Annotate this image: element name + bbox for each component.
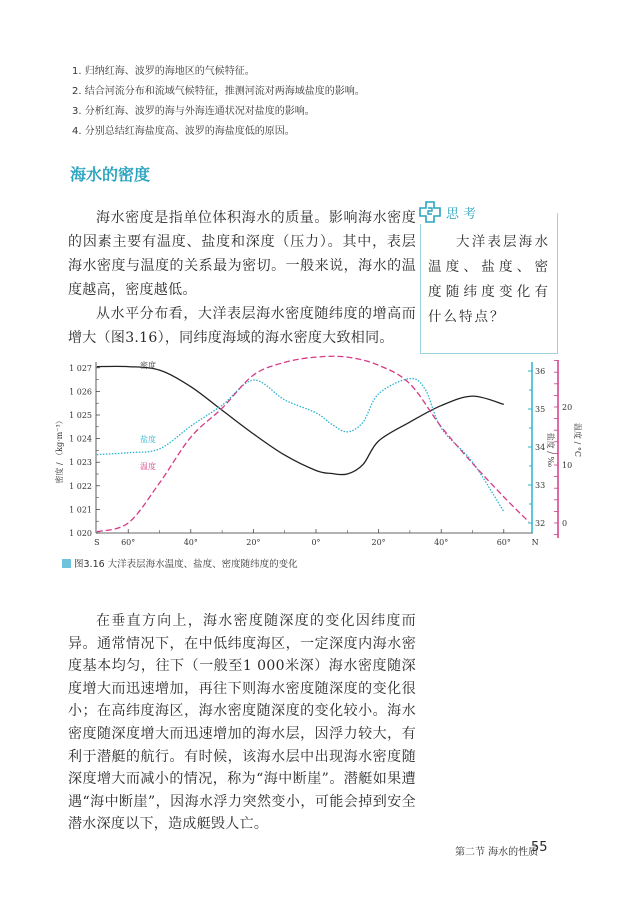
temperature-tick-label: 0 [562,519,568,528]
question-item: 1. 归纳红海、波罗的海地区的气候特征。 [72,66,255,77]
salinity-line [97,379,504,512]
question-list [72,62,365,142]
density-tick-label: 1 023 [69,458,92,468]
x-tick-label: 40° [434,538,449,547]
x-tick-label: 60° [121,538,136,547]
question-item: 3. 分析红海、波罗的海与外海连通状况对盐度的影响。 [72,106,315,117]
density-tick-label: 1 025 [69,411,92,420]
caption-marker [62,559,71,568]
paragraph-2: 从水平分布看，大洋表层海水密度随纬度的增高而增大（图3.16），同纬度海域的海水密度大致相同。 [68,306,416,346]
x-tick-label: 0° [311,538,321,547]
density-axis-label: 密度 / （kg·m⁻³） [55,416,64,484]
x-tick-label: S [94,538,100,547]
think-header [418,200,480,224]
latitude-chart [50,355,590,555]
density-tick-label: 1 027 [69,363,92,373]
paragraph-3: 在垂直方向上，海水密度随深度的变化因纬度而异。通常情况下，在中低纬度海区，一定深度内海水密度基本均匀，往下（一般至1 000米深）海水密度随深度增大而迅速增加，再往下则海水密度随深度的变化很小；在高纬度海区，海水密度随深度的变化较小。海水密度随深度增大而迅速增加的海水层，因浮力较大，有利于潜艇的航行。有时候，该海水层中出现海水密度随深度增大而减小的情况，称为“海中断崖”。潜艇如果遭遇“海中断崖”，因海水浮力突然变小，可能会掉到安全潜水深度以下，造成艇毁人亡。 [68,613,416,833]
page-number: 55 [531,840,548,855]
density-tick-label: 1 021 [69,505,92,515]
density-tick-label: 1 020 [69,529,92,538]
footer-section: 第二节 海水的性质 [455,847,539,858]
density-tick-label: 1 024 [69,434,92,444]
density-series-label: 密度 [140,361,156,370]
think-title: 思 考 [446,206,477,222]
density-tick-label: 1 026 [69,387,92,397]
temperature-tick-label: 20 [562,403,573,412]
x-tick-label: 20° [371,538,386,547]
salinity-tick-label: 32 [535,519,546,528]
temperature-tick-label: 10 [562,461,573,470]
salinity-tick-label: 34 [535,443,546,452]
salinity-tick-label: 35 [535,405,546,414]
salinity-tick-label: 33 [535,481,546,490]
salinity-axis-label: 盐度 / ‰ [546,432,555,468]
section-title: 海水的密度 [70,165,151,184]
x-tick-label: 20° [246,538,261,547]
temperature-line [97,356,529,531]
x-tick-label: 60° [496,538,511,547]
temperature-axis-label: 温度 / °C [573,423,582,457]
question-item: 4. 分别总结红海盐度高、波罗的海盐度低的原因。 [72,126,295,137]
caption-text: 图3.16 大洋表层海水温度、盐度、密度随纬度的变化 [74,559,298,570]
x-tick-label: N [531,538,539,547]
figure-caption [62,556,298,570]
think-icon [418,200,442,224]
paragraph-1: 海水密度是指单位体积海水的质量。影响海水密度的因素主要有温度、盐度和深度（压力）。其中，表层海水密度与温度的关系最为密切。一般来说，海水的温度越高，密度越低。 [68,210,416,298]
density-line [97,366,504,474]
density-tick-label: 1 022 [69,481,92,491]
x-tick-label: 40° [183,538,198,547]
think-text: 大洋表层海水温度、盐度、密度随纬度变化有什么特点？ [428,234,550,325]
question-item: 2. 结合河流分布和流域气候特征，推测河流对两海域盐度的影响。 [72,86,365,97]
salinity-series-label: 盐度 [140,435,156,444]
salinity-tick-label: 36 [535,367,546,376]
temperature-series-label: 温度 [140,462,156,471]
